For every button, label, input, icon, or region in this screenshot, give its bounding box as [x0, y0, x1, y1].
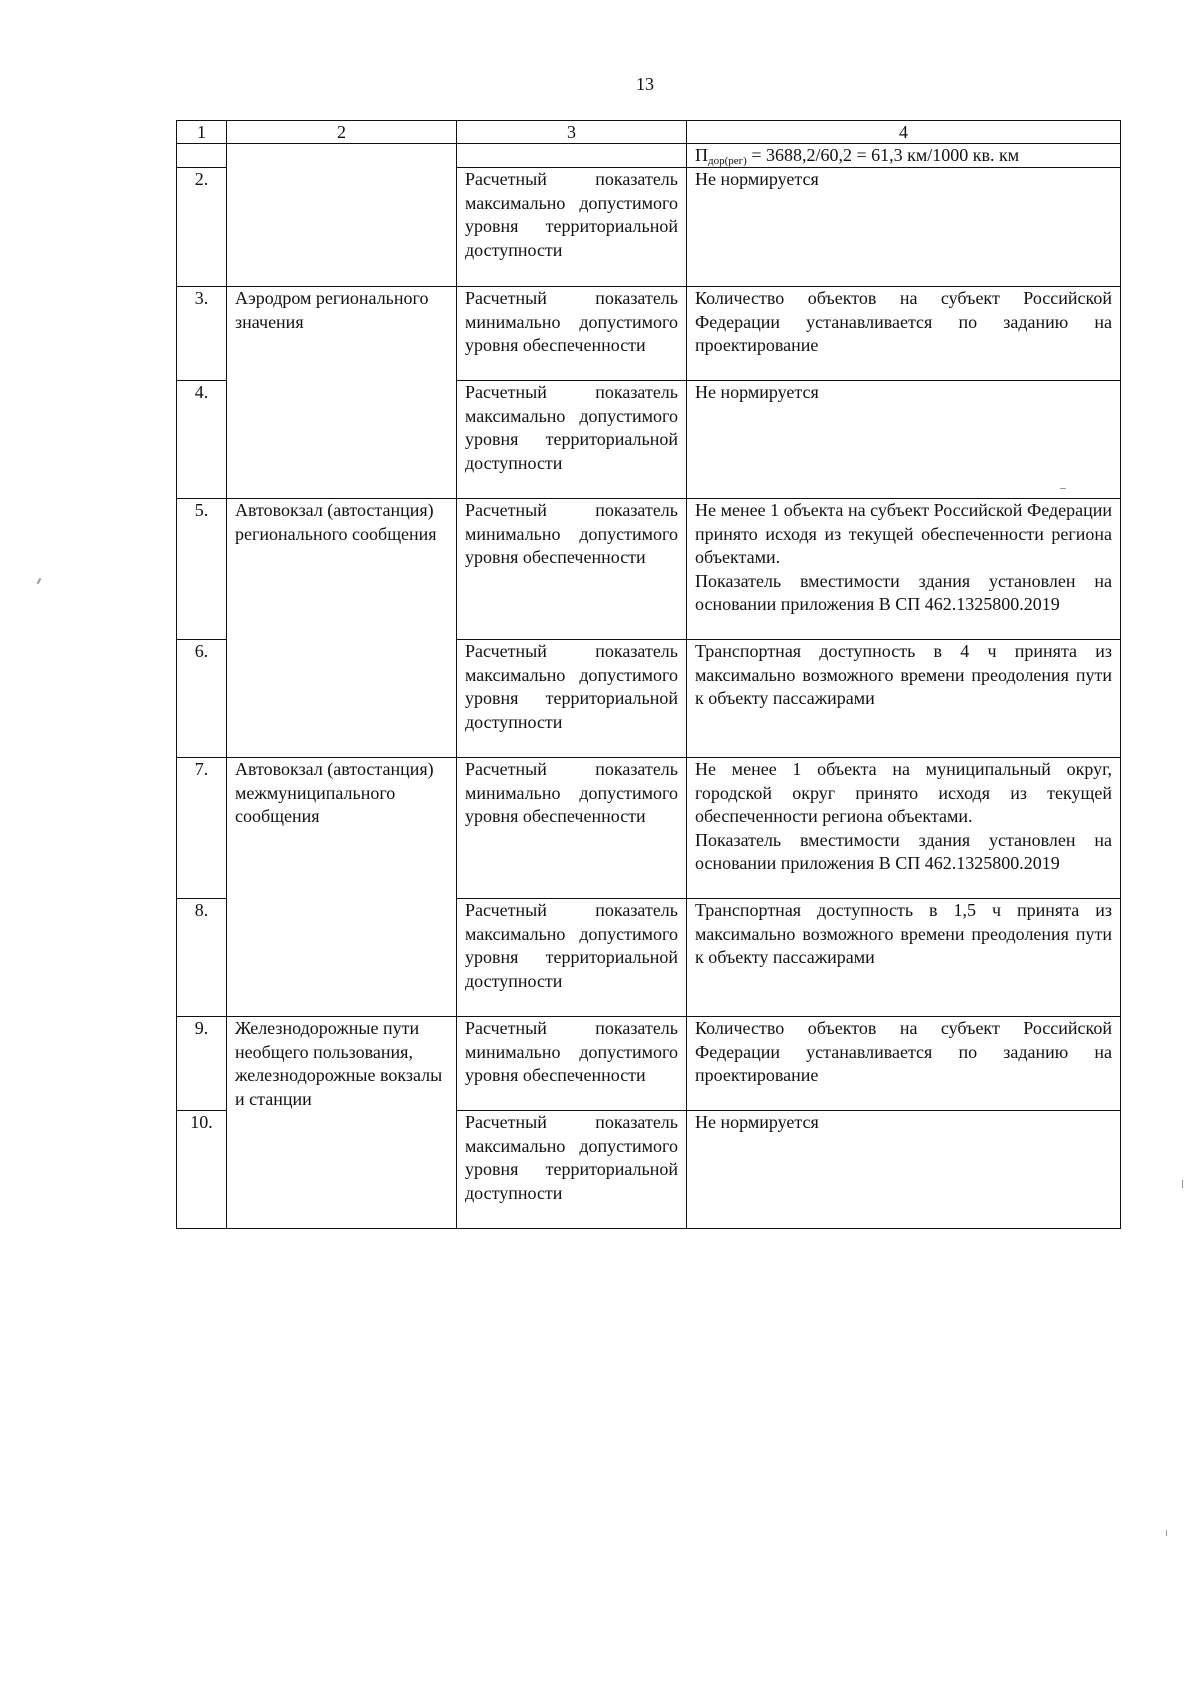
value-cell: Не нормируется	[687, 1111, 1121, 1229]
value-paragraph: Показатель вместимости здания установлен на основании приложения В СП 462.1325800.2019	[695, 570, 1112, 614]
indicator-cell: Расчетный показатель максимально допустимого уровня территориальной доступности	[457, 899, 687, 1017]
scan-speck	[1060, 488, 1066, 489]
row-number: 3.	[177, 287, 227, 381]
object-cell: Аэродром регионального значения	[227, 287, 457, 499]
norms-table	[176, 120, 1121, 1229]
value-cell: Транспортная доступность в 4 ч принята из максимально возможного времени преодоления пути к объекту пассажирами	[687, 640, 1121, 758]
indicator-cell: Расчетный показатель минимально допустимого уровня обеспеченности	[457, 287, 687, 381]
indicator-cell: Расчетный показатель минимально допустимого уровня обеспеченности	[457, 758, 687, 899]
value-cell: Не нормируется	[687, 381, 1121, 499]
row-number: 7.	[177, 758, 227, 899]
row-number: 2.	[177, 168, 227, 287]
value-cell: Количество объектов на субъект Российской Федерации устанавливается по заданию на проектирование	[687, 1017, 1121, 1111]
indicator-cell: Расчетный показатель минимально допустимого уровня обеспеченности	[457, 1017, 687, 1111]
formula-symbol: П	[695, 145, 708, 165]
table-row	[177, 168, 1121, 287]
header-col-3: 3	[457, 121, 687, 144]
indicator-cell: Расчетный показатель максимально допустимого уровня территориальной доступности	[457, 381, 687, 499]
indicator-cell: Расчетный показатель максимально допустимого уровня территориальной доступности	[457, 1111, 687, 1229]
value-cell	[687, 499, 1121, 640]
header-col-4: 4	[687, 121, 1121, 144]
table-row	[177, 758, 1121, 899]
table-row	[177, 287, 1121, 381]
row-number: 9.	[177, 1017, 227, 1111]
value-cell: Не нормируется	[687, 168, 1121, 287]
value-paragraph: Не менее 1 объекта на муниципальный округ, городской округ принято исходя из текущей обеспеченности региона объектами.	[695, 759, 1112, 826]
value-paragraph: Не менее 1 объекта на субъект Российской Федерации принято исходя из текущей обеспеченности региона объектами.	[695, 500, 1112, 567]
value-cell	[687, 758, 1121, 899]
formula-expression: = 3688,2/60,2 = 61,3 км/1000 кв. км	[746, 145, 1020, 165]
object-cell: Автовокзал (автостанция) регионального сообщения	[227, 499, 457, 758]
row-number: 6.	[177, 640, 227, 758]
header-col-1: 1	[177, 121, 227, 144]
header-col-2: 2	[227, 121, 457, 144]
page-number: 13	[636, 74, 654, 94]
value-paragraph: Показатель вместимости здания установлен на основании приложения В СП 462.1325800.2019	[695, 829, 1112, 873]
object-cell: Железнодорожные пути необщего пользования, железнодорожные вокзалы и станции	[227, 1017, 457, 1229]
object-cell	[227, 168, 457, 287]
table-row	[177, 1017, 1121, 1111]
formula-cell	[687, 144, 1121, 168]
row-number: 10.	[177, 1111, 227, 1229]
value-cell: Количество объектов на субъект Российской Федерации устанавливается по заданию на проектирование	[687, 287, 1121, 381]
row-number: 8.	[177, 899, 227, 1017]
indicator-cell: Расчетный показатель максимально допустимого уровня территориальной доступности	[457, 168, 687, 287]
object-cell: Автовокзал (автостанция) межмуниципального сообщения	[227, 758, 457, 1017]
value-cell: Транспортная доступность в 1,5 ч принята из максимально возможного времени преодоления пути к объекту пассажирами	[687, 899, 1121, 1017]
table-row	[177, 499, 1121, 640]
indicator-cell: Расчетный показатель минимально допустимого уровня обеспеченности	[457, 499, 687, 640]
scan-speck	[37, 578, 42, 584]
formula-row	[177, 144, 1121, 168]
scan-speck	[1166, 1530, 1167, 1536]
formula-subscript: дор(рег)	[708, 155, 747, 167]
row-number: 5.	[177, 499, 227, 640]
scan-speck	[1182, 1180, 1183, 1188]
table-header-row	[177, 121, 1121, 144]
indicator-cell: Расчетный показатель максимально допустимого уровня территориальной доступности	[457, 640, 687, 758]
row-number: 4.	[177, 381, 227, 499]
